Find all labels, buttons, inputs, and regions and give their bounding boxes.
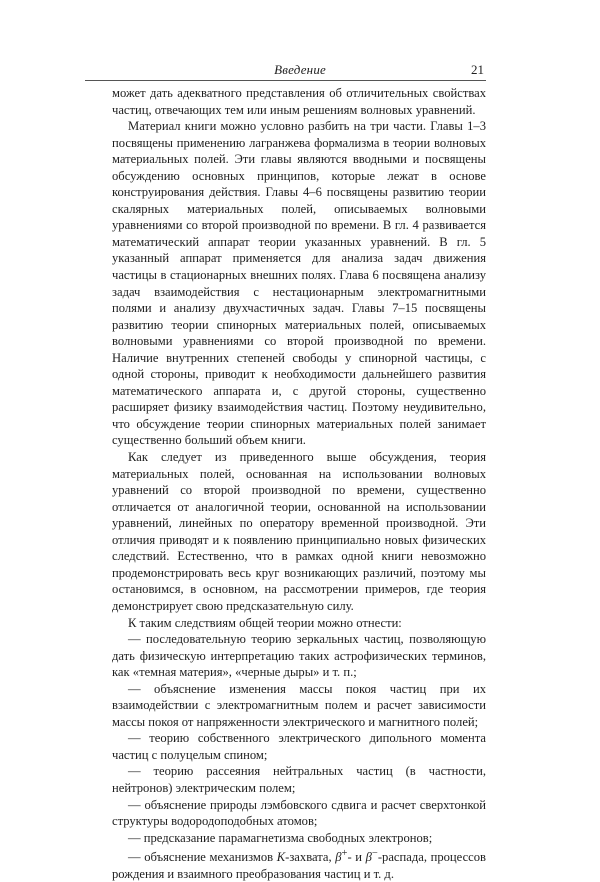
beta-plus-symbol: β [335, 850, 342, 865]
list-item-neutral-scattering: — теорию рассеяния нейтральных частиц (в частности, нейтронов) электрическим полем; [112, 764, 486, 795]
section-title: Введение [274, 62, 326, 77]
paragraph-list-intro: К таким следствиям общей теории можно отнести: [128, 615, 402, 630]
paragraph-continued: может дать адекватного представления об отличительных свойствах частиц, отвечающих тем или иным решениям волновых уравнений. [112, 86, 486, 117]
list-item-mirror-particles: — последовательную теорию зеркальных частиц, позволяющую дать физическую интерпретацию таких астрофизических терминов, как «темная материя», «черные дыры» и т. п.; [112, 632, 486, 680]
list-item-decay-mechanisms: — объяснение механизмов K-захвата, β+- и β−-распада, процессов рождения и взаимного преобразования частиц и т. д. [112, 848, 487, 881]
list-item-dipole-moment: — теорию собственного электрического дипольного момента частиц с полуцелым спином; [112, 731, 486, 762]
text-body [112, 85, 486, 882]
list-item-rest-mass: — объяснение изменения массы покоя частиц при их взаимодействии с электромагнитным полем и расчет зависимости массы покоя от напряженности электрического и магнитного полей; [112, 681, 486, 729]
list-item-lamb-shift: — объяснение природы лэмбовского сдвига и расчет сверхтонкой структуры водородоподобных атомов; [112, 797, 486, 829]
list-item-paramagnetism: — предсказание парамагнетизма свободных электронов; [128, 830, 433, 845]
page-number: 21 [471, 62, 484, 77]
beta-minus-symbol: β [365, 850, 372, 865]
k-capture-symbol: K [276, 850, 286, 865]
running-header [85, 62, 486, 81]
paragraph-theory-differences: Как следует из приведенного выше обсуждения, теория материальных полей, основанная на использовании волновых уравнений со второй производной по времени, существенно отличается от аналогичной теории, основанной на использовании уравнений, линейных по оператору временной производной. Эти отличия приводят и к появлению принципиально новых физических следствий. Естественно, что в рамках одной книги невозможно продемонстрировать весь круг возникающих различий, поэтому мы остановимся, в основном, на рассмотрении примеров, где теория демонстрирует свою предсказательную силу. [112, 450, 486, 613]
paragraph-book-structure: Материал книги можно условно разбить на три части. Главы 1–3 посвящены применению лагранжева формализма в теории волновых материальных полей. Эти главы являются вводными и посвящены обсуждению основных принципов, которые лежат в основе конструирования действия. Главы 4–6 посвящены развитию теории скалярных материальных полей, описываемых волновыми уравнениями со второй производной по времени. В гл. 4 развивается математический аппарат теории указанных уравнений. В гл. 5 указанный аппарат применяется для анализа задач движения частицы в стационарных внешних полях. Глава 6 посвящена анализу задач взаимодействия с нестационарным электромагнитными полями и анализу двухчастичных задач. Главы 7–15 посвящены развитию теории спинорных материальных полей, описываемых волновыми уравнениями со второй производной по времени. Наличие внутренних степеней свободы у спинорной частицы, с одной стороны, приводит к необходимости дальнейшего развития математического аппарата и, с другой стороны, существенно расширяет физику взаимодействия частиц. Поэтому неудивительно, что обсуждение теории спинорных материальных полей занимает существенно больший объем книги. [112, 119, 486, 448]
